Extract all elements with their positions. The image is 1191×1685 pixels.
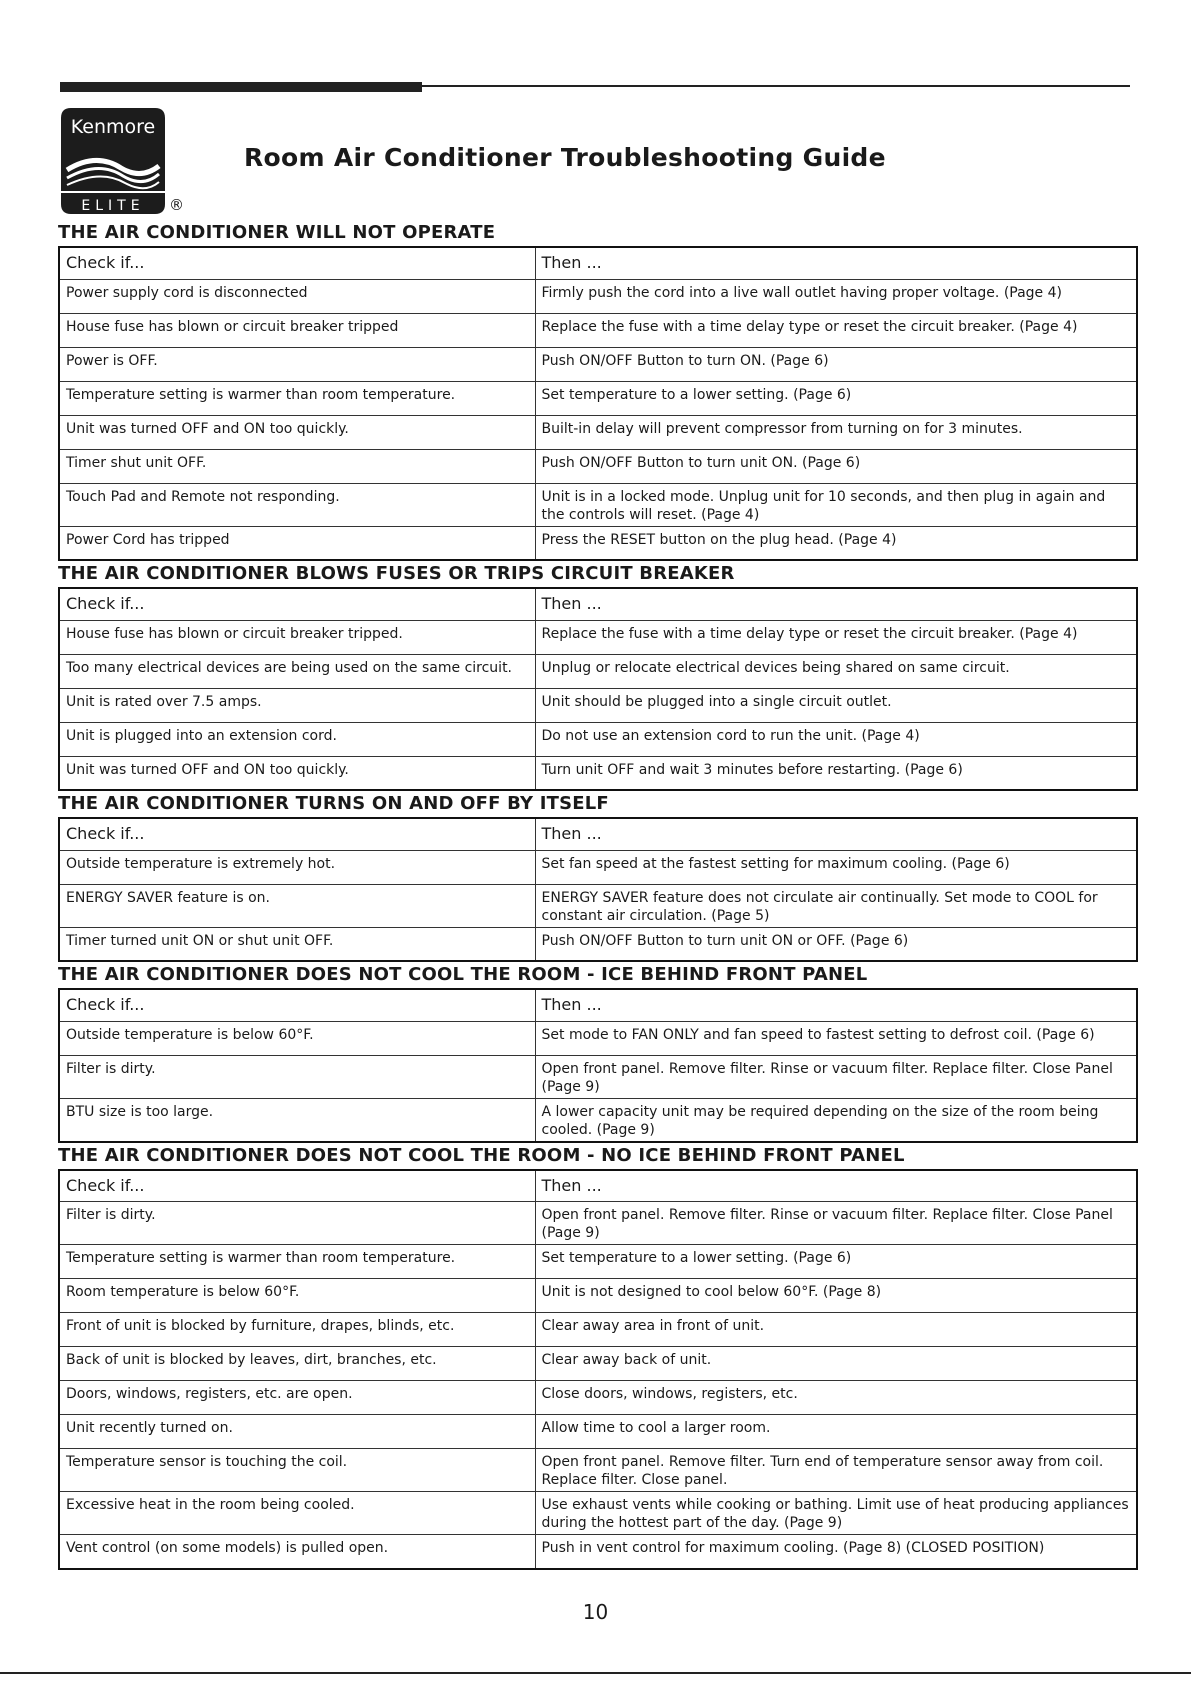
solution-cell: Open front panel. Remove filter. Rinse or vacuum filter. Replace filter. Close Panel (Page 9): [535, 1202, 1137, 1245]
problem-cell: BTU size is too large.: [59, 1098, 535, 1142]
table-row: [59, 722, 1137, 756]
problem-cell: Unit recently turned on.: [59, 1415, 535, 1449]
solution-cell: Set mode to FAN ONLY and fan speed to fastest setting to defrost coil. (Page 6): [535, 1021, 1137, 1055]
table-row: [59, 654, 1137, 688]
table-row: [59, 526, 1137, 560]
table-row: [59, 381, 1137, 415]
problem-cell: Touch Pad and Remote not responding.: [59, 483, 535, 526]
problem-cell: Temperature setting is warmer than room temperature.: [59, 381, 535, 415]
problem-cell: Unit is rated over 7.5 amps.: [59, 688, 535, 722]
table-header-row: [59, 588, 1137, 620]
solution-cell: Clear away back of unit.: [535, 1347, 1137, 1381]
table-row: [59, 1098, 1137, 1142]
problem-cell: Temperature setting is warmer than room temperature.: [59, 1245, 535, 1279]
section-heading: THE AIR CONDITIONER DOES NOT COOL THE ROOM - NO ICE BEHIND FRONT PANEL: [58, 1144, 905, 1166]
kenmore-elite-logo: [61, 108, 165, 214]
section-heading: THE AIR CONDITIONER BLOWS FUSES OR TRIPS CIRCUIT BREAKER: [58, 563, 735, 584]
table-row: [59, 1535, 1137, 1569]
problem-cell: Filter is dirty.: [59, 1055, 535, 1098]
brand-line: ELITE: [81, 198, 145, 214]
solution-cell: Unit is not designed to cool below 60°F. (Page 8): [535, 1279, 1137, 1313]
problem-cell: Unit was turned OFF and ON too quickly.: [59, 415, 535, 449]
solution-cell: Open front panel. Remove filter. Rinse or vacuum filter. Replace filter. Close Panel (Page 9): [535, 1055, 1137, 1098]
section-heading: THE AIR CONDITIONER TURNS ON AND OFF BY ITSELF: [58, 793, 609, 814]
solution-cell: Push ON/OFF Button to turn unit ON or OFF. (Page 6): [535, 927, 1137, 961]
solution-cell: Push ON/OFF Button to turn ON. (Page 6): [535, 347, 1137, 381]
solution-cell: Unit is in a locked mode. Unplug unit for 10 seconds, and then plug in again and the controls will reset. (Page 4): [535, 483, 1137, 526]
problem-cell: Power supply cord is disconnected: [59, 279, 535, 313]
troubleshooting-table: [58, 1169, 1138, 1570]
troubleshooting-content: [58, 220, 1136, 1570]
table-row: [59, 756, 1137, 790]
table-row: [59, 1055, 1137, 1098]
header-rule-thin: [422, 85, 1130, 87]
table-row: [59, 1279, 1137, 1313]
solution-cell: Unit should be plugged into a single circuit outlet.: [535, 688, 1137, 722]
solution-cell: Firmly push the cord into a live wall outlet having proper voltage. (Page 4): [535, 279, 1137, 313]
column-header-then: Then ...: [535, 588, 1137, 620]
solution-cell: Press the RESET button on the plug head. (Page 4): [535, 526, 1137, 560]
table-row: [59, 347, 1137, 381]
troubleshooting-table: [58, 988, 1138, 1143]
problem-cell: Room temperature is below 60°F.: [59, 1279, 535, 1313]
table-row: [59, 483, 1137, 526]
table-row: [59, 415, 1137, 449]
solution-cell: Push ON/OFF Button to turn unit ON. (Page 6): [535, 449, 1137, 483]
problem-cell: Temperature sensor is touching the coil.: [59, 1449, 535, 1492]
solution-cell: Allow time to cool a larger room.: [535, 1415, 1137, 1449]
solution-cell: Use exhaust vents while cooking or bathing. Limit use of heat producing appliances during the hottest part of the day. (Page 9): [535, 1492, 1137, 1535]
column-header-check: Check if...: [59, 247, 535, 279]
problem-cell: Timer turned unit ON or shut unit OFF.: [59, 927, 535, 961]
table-row: [59, 1245, 1137, 1279]
troubleshooting-table: [58, 246, 1138, 561]
column-header-check: Check if...: [59, 818, 535, 850]
problem-cell: Unit is plugged into an extension cord.: [59, 722, 535, 756]
problem-cell: Outside temperature is below 60°F.: [59, 1021, 535, 1055]
solution-cell: Clear away area in front of unit.: [535, 1313, 1137, 1347]
page-number: 10: [582, 1600, 609, 1624]
solution-cell: Turn unit OFF and wait 3 minutes before restarting. (Page 6): [535, 756, 1137, 790]
page-title: Room Air Conditioner Troubleshooting Guide: [244, 143, 886, 172]
solution-cell: Push in vent control for maximum cooling. (Page 8) (CLOSED POSITION): [535, 1535, 1137, 1569]
solution-cell: Replace the fuse with a time delay type or reset the circuit breaker. (Page 4): [535, 620, 1137, 654]
bottom-edge-rule: [0, 1672, 1191, 1674]
table-row: [59, 620, 1137, 654]
solution-cell: Replace the fuse with a time delay type or reset the circuit breaker. (Page 4): [535, 313, 1137, 347]
section-heading: THE AIR CONDITIONER DOES NOT COOL THE ROOM - ICE BEHIND FRONT PANEL: [58, 964, 868, 985]
section-heading: THE AIR CONDITIONER WILL NOT OPERATE: [58, 222, 496, 243]
troubleshooting-table: [58, 817, 1138, 962]
table-row: [59, 1492, 1137, 1535]
column-header-then: Then ...: [535, 989, 1137, 1021]
column-header-then: Then ...: [535, 247, 1137, 279]
table-row: [59, 1021, 1137, 1055]
problem-cell: Power is OFF.: [59, 347, 535, 381]
registered-mark: ®: [169, 196, 184, 214]
column-header-check: Check if...: [59, 1170, 535, 1202]
table-row: [59, 449, 1137, 483]
table-row: [59, 1415, 1137, 1449]
table-row: [59, 1313, 1137, 1347]
table-row: [59, 1449, 1137, 1492]
column-header-then: Then ...: [535, 818, 1137, 850]
table-row: [59, 884, 1137, 927]
solution-cell: Close doors, windows, registers, etc.: [535, 1381, 1137, 1415]
table-row: [59, 1202, 1137, 1245]
solution-cell: Open front panel. Remove filter. Turn end of temperature sensor away from coil. Replace filter. Close panel.: [535, 1449, 1137, 1492]
column-header-check: Check if...: [59, 989, 535, 1021]
header-rule: [60, 82, 1130, 92]
table-header-row: [59, 989, 1137, 1021]
solution-cell: ENERGY SAVER feature does not circulate air continually. Set mode to COOL for constant air circulation. (Page 5): [535, 884, 1137, 927]
problem-cell: House fuse has blown or circuit breaker tripped: [59, 313, 535, 347]
table-header-row: [59, 1170, 1137, 1202]
troubleshooting-table: [58, 587, 1138, 791]
problem-cell: Timer shut unit OFF.: [59, 449, 535, 483]
column-header-then: Then ...: [535, 1170, 1137, 1202]
solution-cell: Set fan speed at the fastest setting for maximum cooling. (Page 6): [535, 850, 1137, 884]
table-row: [59, 1347, 1137, 1381]
problem-cell: Unit was turned OFF and ON too quickly.: [59, 756, 535, 790]
problem-cell: ENERGY SAVER feature is on.: [59, 884, 535, 927]
problem-cell: Vent control (on some models) is pulled open.: [59, 1535, 535, 1569]
problem-cell: Filter is dirty.: [59, 1202, 535, 1245]
solution-cell: Set temperature to a lower setting. (Page 6): [535, 1245, 1137, 1279]
header-rule-thick: [60, 82, 422, 92]
solution-cell: Do not use an extension cord to run the unit. (Page 4): [535, 722, 1137, 756]
solution-cell: A lower capacity unit may be required depending on the size of the room being cooled. (Page 9): [535, 1098, 1137, 1142]
problem-cell: Back of unit is blocked by leaves, dirt, branches, etc.: [59, 1347, 535, 1381]
table-row: [59, 279, 1137, 313]
table-row: [59, 688, 1137, 722]
solution-cell: Built-in delay will prevent compressor from turning on for 3 minutes.: [535, 415, 1137, 449]
problem-cell: Too many electrical devices are being used on the same circuit.: [59, 654, 535, 688]
solution-cell: Set temperature to a lower setting. (Page 6): [535, 381, 1137, 415]
problem-cell: Power Cord has tripped: [59, 526, 535, 560]
problem-cell: Doors, windows, registers, etc. are open.: [59, 1381, 535, 1415]
problem-cell: Excessive heat in the room being cooled.: [59, 1492, 535, 1535]
column-header-check: Check if...: [59, 588, 535, 620]
table-header-row: [59, 818, 1137, 850]
table-header-row: [59, 247, 1137, 279]
table-row: [59, 850, 1137, 884]
table-row: [59, 927, 1137, 961]
solution-cell: Unplug or relocate electrical devices being shared on same circuit.: [535, 654, 1137, 688]
problem-cell: Front of unit is blocked by furniture, drapes, blinds, etc.: [59, 1313, 535, 1347]
problem-cell: Outside temperature is extremely hot.: [59, 850, 535, 884]
problem-cell: House fuse has blown or circuit breaker tripped.: [59, 620, 535, 654]
brand-name: Kenmore: [70, 116, 156, 138]
table-row: [59, 1381, 1137, 1415]
table-row: [59, 313, 1137, 347]
